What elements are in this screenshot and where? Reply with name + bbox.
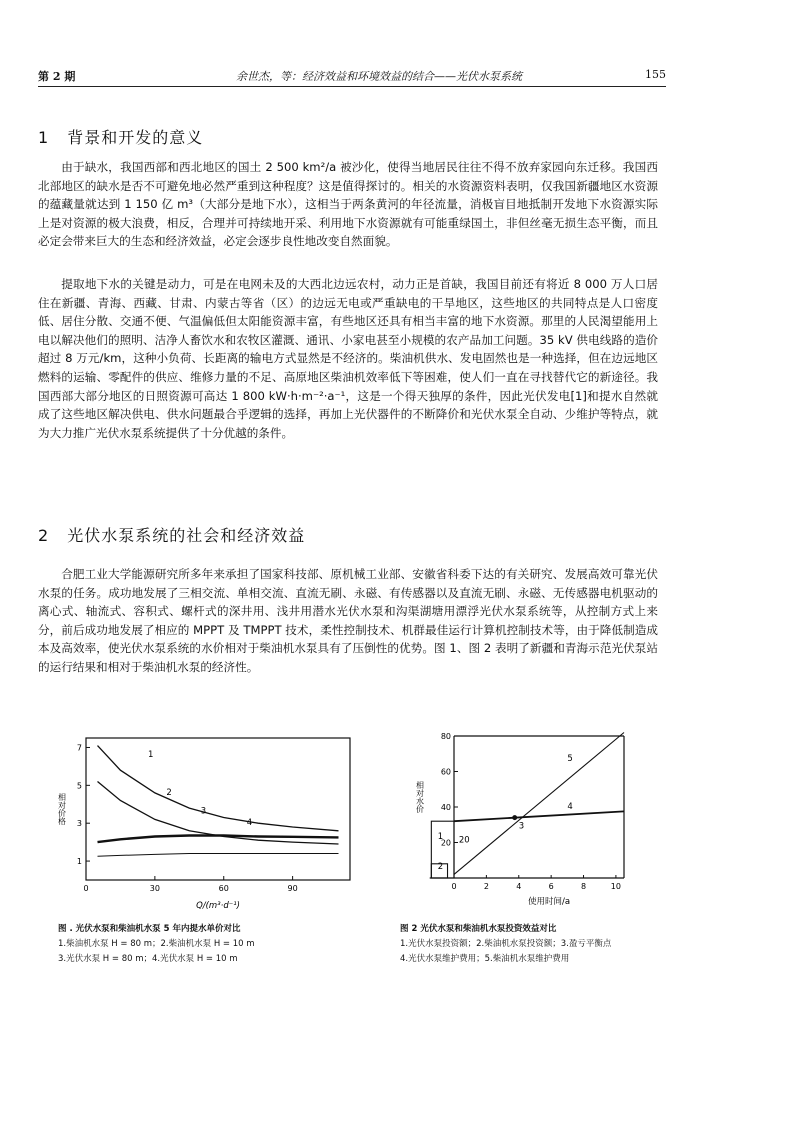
y-axis-label: 相对价格 [58, 793, 67, 825]
section-1-paragraph-1: 由于缺水，我国西部和西北地区的国土 2 500 km²/a 被沙化，使得当地居民往往不得不放弃家园向东迁移。我国西北部地区的缺水是否不可避免地必然严重到这种程度？这是值得探讨的。相关的水资源资料表明，仅我国新疆地区水资源的蕴藏量就达到 1 150 亿 m³（大部分是地下水），这相当于两条黄河的年径流量，消极盲目地抵制开发地下水资源实际上是对资源的极大浪费，相反，合理并可持续地开采、利用地下水资源就有可能重绿国土，非但丝毫无损生态平衡，而且必定会带来巨大的生态和经济效益，必定会逐步良性地改变自然面貌。 [38, 160, 658, 249]
figure-1-caption-line: 1.柴油机水泵 H = 80 m；2.柴油机水泵 H = 10 m [58, 939, 255, 949]
y-tick-label: 20 [440, 838, 451, 848]
y-tick-label: 5 [76, 781, 82, 791]
y-tick-label: 7 [76, 743, 82, 753]
x-tick-label: 0 [83, 884, 89, 893]
figure-2-caption-title: 图 2 光伏水泵和柴油机水泵投资效益对比 [400, 924, 557, 934]
x-tick-label: 0 [451, 882, 457, 891]
x-axis-label: Q/(m³·d⁻¹) [196, 901, 240, 911]
y-tick-label: 40 [440, 803, 451, 812]
section-2-paragraph-1: 合肥工业大学能源研究所多年来承担了国家科技部、原机械工业部、安徽省科委下达的有关研究、发展高效可靠光伏水泵的任务。成功地发展了三相交流、单相交流、直流无刷、永磁、有传感器以及直流无刷、永磁、无传感器电机驱动的离心式、轴流式、容积式、螺杆式的深井用、浅井用潜水光伏水泵和沟渠湖塘用漂浮光伏水泵系统等，从控制方式上来分，前后成功地发展了相应的 MPPT 及 TMPPT 技术，柔性控制技术、机群最佳运行计算机控制技术等，由于降低制造成本及高效率，使光伏水泵系统的水价相对于柴油机水泵具有了压倒性的优势。图 1、图 2 表明了新疆和青海示范光伏泵站的运行结果和相对于柴油机水泵的经济性。 [38, 567, 658, 674]
x-tick-label: 90 [287, 884, 298, 893]
x-tick-label: 4 [516, 882, 522, 891]
break-even-point [512, 815, 517, 820]
section-title: 背景和开发的意义 [67, 128, 204, 147]
issue-number: 第 2 期 [38, 70, 76, 83]
figure-1-caption-title: 图 . 光伏水泵和柴油机水泵 5 年内提水单价对比 [58, 924, 241, 934]
series-label: 3 [200, 806, 207, 817]
plot-frame [86, 738, 350, 880]
series-label: 1 [147, 749, 154, 760]
x-tick-label: 10 [610, 882, 621, 891]
x-axis-label: 使用时间/a [527, 897, 571, 907]
y-tick-label: 1 [76, 857, 82, 867]
section-1-paragraph-2: 提取地下水的关键是动力，可是在电网未及的大西北边远农村，动力正是首缺，我国目前还有将近 8 000 万人口居住在新疆、青海、西藏、甘肃、内蒙古等省（区）的边远无电或严重缺电的干旱地区，这些地区的共同特点是人口密度低、居住分散、交通不便、气温偏低但太阳能资源丰富，有些地区还具有相当丰富的地下水资源。那里的人民渴望能用上电以解决他们的照明、洁净人畜饮水和农牧区灌溉、通讯、小家电甚至小规模的农产品加工问题。35 kV 供电线路的造价超过 8 万元/km，这种小负荷、长距离的输电方式显然是不经济的。柴油机供水、发电固然也是一种选择，但在边远地区燃料的运输、零配件的供应、维修力量的不足、高原地区柴油机效率低下等困难，使人们一直在寻找替代它的新途径。我国西部大部分地区的日照资源可高达 1 800 kW·h·m⁻²·a⁻¹，这是一个得天独厚的条件，因此光伏发电[1]和提水自然就成了这些地区解决供电、供水问题最合乎逻辑的选择，再加上光伏器件的不断降价和光伏水泵全自动、少维护等特点，就为大力推广光伏水泵系统提供了十分优越的条件。 [38, 277, 658, 440]
x-tick-label: 60 [218, 884, 229, 893]
page-number: 155 [645, 68, 666, 81]
x-tick-label: 8 [580, 882, 587, 891]
series-label: 2 [166, 787, 172, 798]
x-tick-label: 30 [149, 884, 160, 893]
figure-2-caption [400, 922, 680, 967]
y-tick-label: 80 [440, 732, 451, 741]
series-1-line [98, 746, 339, 831]
figure-2-caption-line: 1.光伏水泵投资额；2.柴油机水泵投资额；3.盈亏平衡点 [400, 939, 612, 949]
x-tick-label: 6 [548, 882, 554, 891]
y-tick-label: 3 [76, 819, 82, 829]
series-label: 4 [246, 818, 253, 829]
figure-2-caption-line: 4.光伏水泵维护费用；5.柴油机水泵维护费用 [400, 954, 570, 964]
y-axis-label: 相对水价 [415, 781, 425, 813]
figure-1-chart [58, 730, 368, 915]
section-number: 1 [38, 128, 50, 147]
series-label: 4 [567, 801, 573, 812]
series-4-line [454, 811, 624, 821]
x-tick-label: 2 [483, 882, 489, 891]
series-label: 5 [567, 753, 573, 764]
figure-2-chart [412, 728, 642, 915]
y-tick-label: 60 [440, 767, 451, 777]
series-3-line [98, 836, 339, 843]
section-2-heading [38, 523, 305, 546]
section-number: 2 [38, 526, 50, 545]
series-5-line [454, 733, 624, 875]
figure-1-caption-line: 3.光伏水泵 H = 80 m；4.光伏水泵 H = 10 m [58, 954, 238, 964]
section-title: 光伏水泵系统的社会和经济效益 [67, 526, 306, 545]
section-1-heading [38, 125, 203, 148]
series-label: 2 [437, 862, 444, 873]
series-label: 20 [458, 835, 470, 846]
figure-1-caption [58, 922, 378, 967]
series-label: 3 [518, 821, 525, 832]
series-label: 1 [437, 831, 444, 842]
running-title: 余世杰，等：经济效益和环境效益的结合——光伏水泵系统 [236, 70, 522, 83]
running-header [38, 64, 666, 87]
series-4-line [98, 854, 339, 857]
